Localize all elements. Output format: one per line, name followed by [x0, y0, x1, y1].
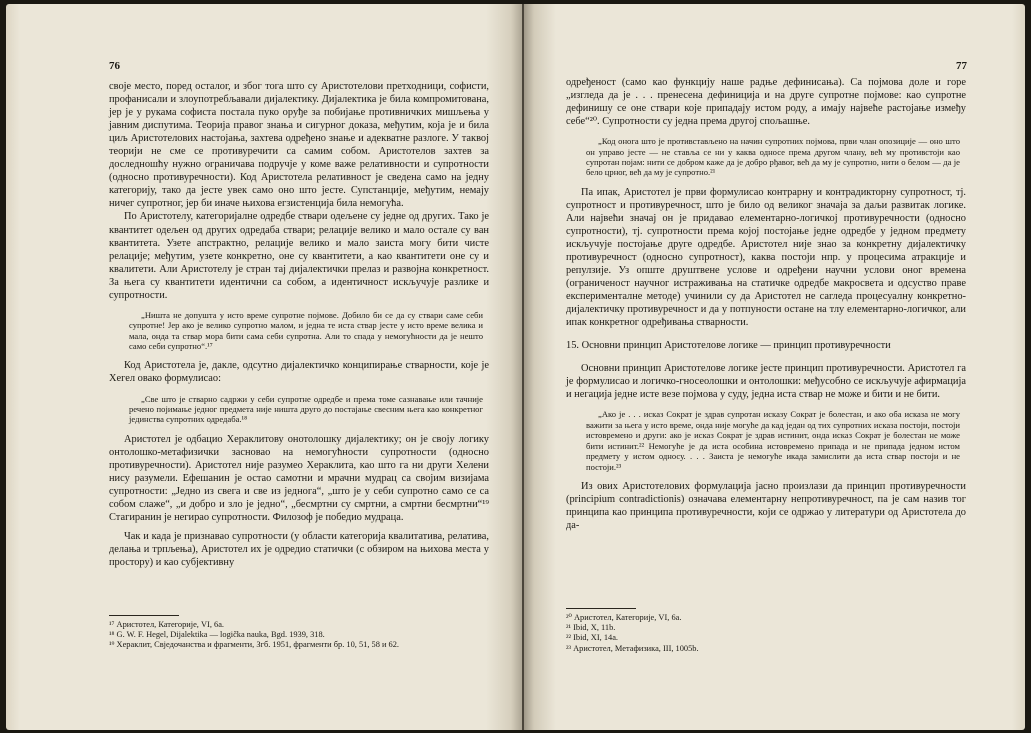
- paragraph: Основни принцип Аристотелове логике јесте принцип противуречности. Аристотел га је формулисао и логичко-гносеолошки и онтолошки: међусобно се искључује афирмација и негација једне исте везе појмова у суду, једна иста ствар не може и бити и не бити.: [566, 363, 966, 401]
- paragraph: Чак и када је признавао супротности (у области категорија квалитатива, релатива, делања и трпљења), Аристотел их је одредио статички (с обзиром на њихова места у простору) и као субјективну: [109, 531, 489, 569]
- paragraph: Аристотел је одбацио Хераклитову онотолошку дијалектику; он је своју логику онтолошко-метафизички засновао на немогућности супротности (односно противуречности). Аристотел није разумео Хераклита, као што га ни други Хелени нису разумели. Ефешанин је остао самотни и мрачни мудрац са својим визијама супротности: „Једно из свега и све из једнога“, „што је у себи супротно само се са собом слаже“, „и добро и зло је једно“, „бесмртни су смртни, а смртни бесмртни“¹⁹ Стагиранин је негирао супротности. Филозоф је победио мудраца.: [109, 433, 489, 524]
- block-quote: [586, 136, 960, 178]
- footnote: ¹⁷ Аристотел, Категорије, VI, 6а.: [109, 620, 225, 629]
- paragraph: Па ипак, Аристотел је први формулисао контрарну и контрадикторну супротност, тј. супротност и противуречност, што је било од великог значаја за даљи развитак логике. Али највећи значај он је придавао елементарно-логичкој противуречности (односно супротности), тј. супротности према којој постојање једне одредбе у једном предмету искључује постојање друге одредбе. Аристотел није знао за конкретну дијалектичку противуречност (односно супротност), каква постоји нпр. у процесима атракције и репулзије. Уз опште друштвене услове и одређени научни услови оног времена (ограниченост научног истраживања на статичке одредбе макросвета и одсуство праве експерименталне методе) учинили су да Аристотел не сагледа процесуалну конкретно-дијалектичку противуречност и да у потпуности остане на тлу елементарно-логичког, али ипак конкретног одређивања стварности.: [566, 186, 966, 329]
- footnote: ¹⁹ Хераклит, Свједочанства и фрагменти, Згб. 1951, фрагменти бр. 10, 51, 58 и 62.: [109, 640, 400, 650]
- block-quote: [586, 409, 960, 471]
- quote-text: „Ако је . . . исказ Сократ је здрав супротан исказу Сократ је болестан, и ако оба исказа не могу важити за њега у исто време, онда није могуће да кад један од тих супротних исказа постоји, постоји истовремено и други: ако је исказ Сократ је здрав истинит, онда исказ Сократ је болестан не може бити истинит.²² Немогуће је да иста особина истовремено припада и не припада једном истом предмету у истом односу. . . . Заиста је немогуће икада замислити да иста ствар постоји и не постоји.²³: [586, 409, 960, 472]
- footnotes: [566, 608, 966, 654]
- right-page-text: [566, 76, 966, 532]
- page-number: 76: [109, 60, 120, 72]
- book-spread: [6, 4, 1025, 730]
- left-page-text: [109, 80, 489, 569]
- footnote: ²⁰ Аристотел, Категорије, VI, 6а.: [566, 613, 682, 622]
- block-quote: [129, 310, 483, 352]
- paragraph: своје место, поред осталог, и због тога што су Аристотелови претходници, софисти, профанисали и злоупотребљавали дијалектику. Дијалектика је била компромитована, јер је у рукама софиста постала пуко оруђе за побијање противничких мишљења у јавним диспутима. Теорија правог знања и сигурног доказа, међутим, која је и била циљ Аристотелових настојања, захтева одређено знање и адекватне разлоге. У таквој теорији не сме се противуречити са самим собом. Аристотелов захтев за доследношћу нужно ограничава подручје у коме важе релативности и супротности (односно противуречности). Код Аристотела релативност је сведена само на једну категорију, тако да јесте увек само оно што јесте. Супстанције, међутим, немају ничег супротног, јер би иначе њихова егзистенција била немогућа.: [109, 81, 489, 210]
- footnote: ²³ Аристотел, Метафизика, III, 1005b.: [566, 643, 699, 653]
- left-page: [6, 4, 523, 730]
- footnote: ²¹ Ibid, X, 11b.: [566, 623, 616, 633]
- footnote-rule: [566, 608, 636, 609]
- quote-text: „Све што је стварно садржи у себи супротне одредбе и према томе сазнавање или тачније речено појимање једног предмета није ништа друго до постајање свесним њега као конкретног јединства супротних одредаба.¹⁸: [129, 393, 483, 425]
- paragraph: Код Аристотела је, дакле, одсутно дијалектичко конципирање стварности, које је Хегел овако формулисао:: [109, 360, 489, 385]
- footnote: ²² Ibid, XI, 14a.: [566, 633, 619, 643]
- section-heading: 15. Основни принцип Аристотелове логике — принцип противуречности: [566, 340, 891, 352]
- footnote-rule: [109, 615, 179, 616]
- paragraph: Из ових Аристотелових формулација јасно произлази да принцип противуречности (principium contradictionis) означава елементарну непротивуречност, па је сам назив тог принципа као принципа противуречности, који се одржао у литератури од Аристотела до да-: [566, 480, 966, 532]
- paragraph: одређеност (само као функцију наше радње дефинисања). Са појмова доле и горе „изгледа да је . . . пренесена дефиниција и на друге супротне појмове: као супротне дефинишу се оне ствари које припадају истом роду, а имају највеће растојање између себе“²⁰. Супротности су једна према другој спољашње.: [566, 77, 966, 128]
- footnote: ¹⁸ G. W. F. Hegel, Dijalektika — logička nauka, Bgd. 1939, 318.: [109, 630, 325, 640]
- page-number: 77: [956, 60, 967, 72]
- quote-text: „Код онога што је противстављено на начин супротних појмова, први члан опозиције — оно што он управо јесте — не ставља се ни у каква односе према другом члану, већ му противстоји као супротан појам: нити се добром каже да је добро рђавог, већ да му је супротно, нити о белом — да је бело црног, већ да му је супротно.²¹: [586, 136, 960, 178]
- block-quote: [129, 394, 483, 425]
- footnotes: [109, 615, 489, 651]
- paragraph: По Аристотелу, категоријалне одредбе ствари одељене су једне од других. Тако је квантитет одељен од других одредаба ствари; релације велико и мало остале су ван квантитета. Узете апстрактно, релације велико и мало заиста могу бити чисте релације; међутим, узете конкретно, оне су квантитети, а као квантитети оне су и квалитети. Али Аристотелу је стран тај дијалектички прелаз и развојна конкретност. За њега су квантитети идентични са собом, а идентичност искључује разлике и супротности.: [109, 211, 489, 301]
- quote-text: „Ништа не допушта у исто време супротне појмове. Добило би се да су ствари саме себи супротне! Јер ако је велико супротно малом, и једна те иста ствар јесте у исто време велика и мала, онда та ствар мора бити сама себи супротна. Али то спада у немогућности да је нешто само себи супротно“.¹⁷: [129, 309, 483, 352]
- right-page: [524, 4, 1025, 730]
